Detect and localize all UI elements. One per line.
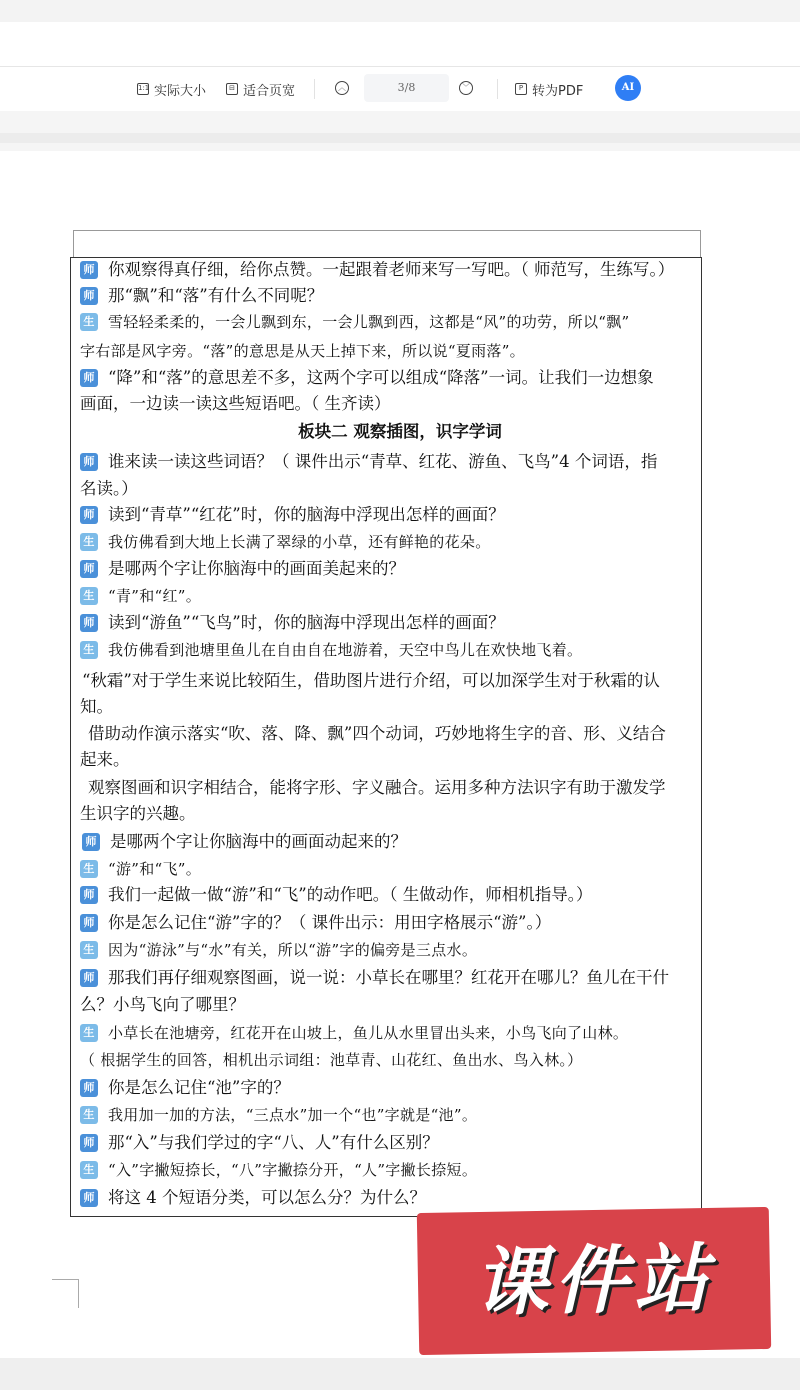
watermark-stamp [417,1207,771,1355]
line-text: 生识字的兴趣。 [80,804,196,823]
student-badge-icon: 生 [80,860,98,878]
teacher-badge-icon: 师 [80,560,98,578]
student-line [80,938,477,962]
student-badge-icon: 生 [80,533,98,551]
student-line [80,584,201,608]
teacher-line [80,966,669,990]
teacher-line [80,557,405,581]
header-rule [700,230,701,258]
line-text: 那“飘”和“落”有什么不同呢？ [108,286,324,305]
line-text: 我仿佛看到大地上长满了翠绿的小草，还有鲜艳的花朵。 [108,533,491,551]
pdf-icon: P [515,83,527,95]
student-badge-icon: 生 [80,1106,98,1124]
student-line [80,638,582,662]
line-text: 那我们再仔细观察图画，说一说：小草长在哪里？红花开在哪儿？鱼儿在干什 [108,968,669,987]
teacher-badge-icon: 师 [80,261,98,279]
student-line [80,310,629,334]
teacher-badge-icon: 师 [80,287,98,305]
teacher-line [80,883,593,907]
line-text: 是哪两个字让你脑海中的画面美起来的？ [108,559,405,578]
teacher-badge-icon: 师 [80,506,98,524]
line-text: 板块二 观察插图，识字学词 [298,422,502,441]
teacher-badge-icon: 师 [80,886,98,904]
line-text: “游”和“飞”。 [108,860,202,878]
toolbar-divider [497,79,498,99]
text-line [80,993,245,1017]
student-line [80,1158,477,1182]
student-badge-icon: 生 [80,941,98,959]
fit-width-label: 适合页宽 [243,83,296,99]
student-line [80,857,201,881]
student-line [80,1021,628,1045]
line-text: 将这 4 个短语分类，可以怎么分？为什么？ [108,1188,426,1207]
bottom-bar [0,1358,800,1390]
teacher-badge-icon: 师 [80,1079,98,1097]
text-line [80,748,130,772]
text-line [88,776,666,800]
line-text: 么？小鸟飞向了哪里？ [80,995,245,1014]
teacher-line [80,1076,290,1100]
ai-assistant-icon[interactable]: AI [615,75,641,101]
line-text: 名读。） [80,479,138,498]
actual-size-icon: 1:1 [137,83,149,95]
line-text: （ 根据学生的回答，相机出示词组：池草青、山花红、鱼出水、鸟入林。） [80,1051,583,1069]
fit-width-button[interactable] [226,67,295,111]
actual-size-label: 实际大小 [154,83,207,99]
line-text: 画面，一边读一读这些短语吧。（ 生齐读） [80,394,391,413]
line-text: 读到“游鱼”“飞鸟”时，你的脑海中浮现出怎样的画面？ [108,613,505,632]
teacher-badge-icon: 师 [80,1134,98,1152]
teacher-line [80,611,505,635]
convert-pdf-label: 转为PDF [532,83,584,99]
line-text: 我们一起做一做“游”和“飞”的动作吧。（ 生做动作，师相机指导。） [108,885,593,904]
line-text: 起来。 [80,750,130,769]
teacher-badge-icon: 师 [80,914,98,932]
title-area [0,22,800,66]
page-indicator[interactable]: 3/8 [364,74,449,102]
line-text: “秋霜”对于学生来说比较陌生，借助图片进行介绍，可以加深学生对于秋霜的认 [82,671,660,690]
actual-size-button[interactable] [137,67,206,111]
teacher-badge-icon: 师 [80,369,98,387]
line-text: 因为“游泳”与“水”有关，所以“游”字的偏旁是三点水。 [108,941,478,959]
student-line [80,1103,477,1127]
line-text: 读到“青草”“红花”时，你的脑海中浮现出怎样的画面？ [108,505,505,524]
text-line [80,339,525,363]
line-text: 知。 [80,697,113,716]
student-badge-icon: 生 [80,1024,98,1042]
teacher-line [80,366,654,390]
text-line [80,1048,582,1072]
line-text: 字右部是风字旁。“落”的意思是从天上掉下来，所以说“夏雨落”。 [80,342,525,360]
line-text: 雪轻轻柔柔的，一会儿飘到东，一会儿飘到西，这都是“风”的功劳，所以“飘” [108,313,630,331]
teacher-line [80,1186,426,1210]
teacher-line [80,911,551,935]
student-badge-icon: 生 [80,1161,98,1179]
teacher-badge-icon: 师 [82,833,100,851]
teacher-line [80,284,323,308]
next-page-icon[interactable]: ﹀ [459,81,473,95]
toolbar-divider [314,79,315,99]
header-rule [73,230,701,231]
teacher-line [80,258,674,282]
crop-mark [52,1279,79,1308]
line-text: 你观察得真仔细，给你点赞。一起跟着老师来写一写吧。（ 师范写，生练写。） [108,260,675,279]
teacher-line [80,1131,439,1155]
student-badge-icon: 生 [80,313,98,331]
student-badge-icon: 生 [80,587,98,605]
line-text: 我用加一加的方法，“三点水”加一个“也”字就是“池”。 [108,1106,478,1124]
line-text: “降”和“落”的意思差不多，这两个字可以组成“降落”一词。让我们一边想象 [108,368,654,387]
header-rule [73,230,74,258]
window-top-strip [0,0,800,22]
line-text: 我仿佛看到池塘里鱼儿在自由自在地游着，天空中鸟儿在欢快地飞着。 [108,641,583,659]
text-line [82,669,660,693]
line-text: “入”字撇短捺长，“八”字撇捺分开，“人”字撇长捺短。 [108,1161,478,1179]
line-text: 是哪两个字让你脑海中的画面动起来的？ [110,832,407,851]
line-text: 借助动作演示落实“吹、落、降、飘”四个动词，巧妙地将生字的音、形、义结合 [88,724,666,743]
teacher-line [80,450,657,474]
teacher-badge-icon: 师 [80,1189,98,1207]
separator-band [0,111,800,151]
text-line [80,802,196,826]
teacher-badge-icon: 师 [80,614,98,632]
line-text: 那“入”与我们学过的字“八、人”有什么区别？ [108,1133,439,1152]
line-text: 谁来读一读这些词语？（ 课件出示“青草、红花、游鱼、飞鸟”4 个词语，指 [108,452,658,471]
teacher-badge-icon: 师 [80,969,98,987]
line-text: 小草长在池塘旁，红花开在山坡上，鱼儿从水里冒出头来，小鸟飞向了山林。 [108,1024,629,1042]
line-text: 观察图画和识字相结合，能将字形、字义融合。运用多种方法识字有助于激发学 [88,778,666,797]
teacher-line [82,830,407,854]
student-badge-icon: 生 [80,641,98,659]
line-text: “青”和“红”。 [108,587,202,605]
text-line [80,392,391,416]
text-line [80,477,138,501]
student-line [80,530,491,554]
line-text: 你是怎么记住“池”字的？ [108,1078,290,1097]
watermark-text: 课件站 [473,1235,715,1327]
teacher-badge-icon: 师 [80,453,98,471]
fit-width-icon: ⊟ [226,83,238,95]
previous-page-icon[interactable]: ︿ [335,81,349,95]
teacher-line [80,503,505,527]
section-heading [0,420,800,444]
line-text: 你是怎么记住“游”字的？（ 课件出示：用田字格展示“游”。） [108,913,552,932]
text-line [80,695,113,719]
convert-pdf-button[interactable] [515,67,583,111]
text-line [88,722,666,746]
